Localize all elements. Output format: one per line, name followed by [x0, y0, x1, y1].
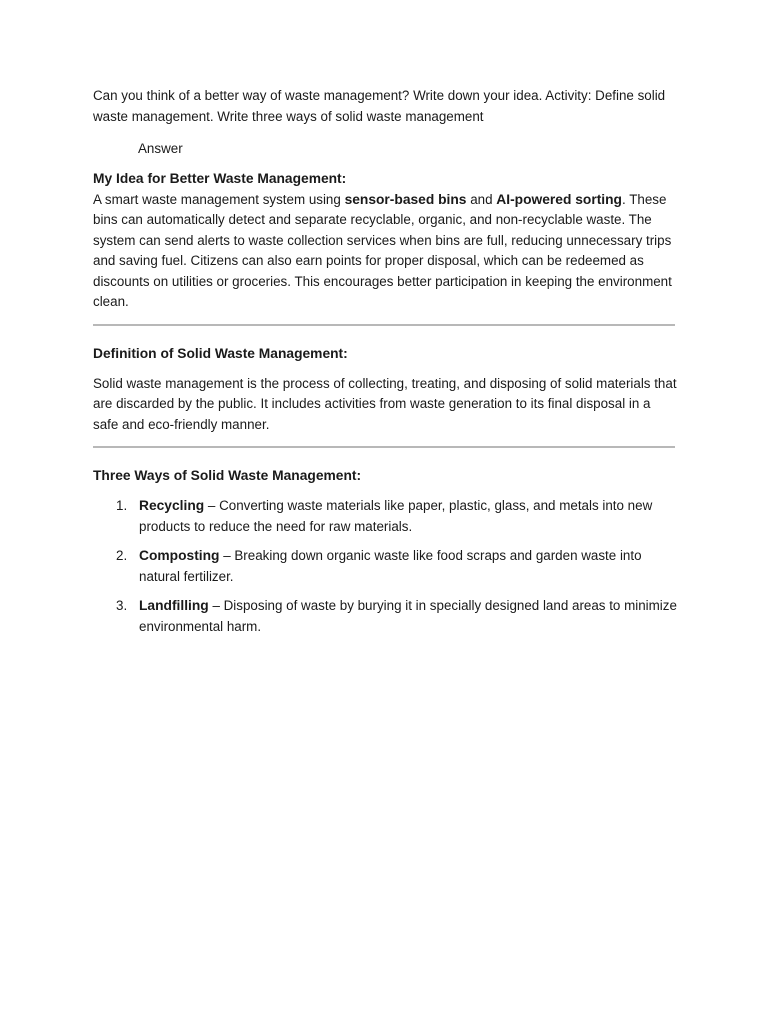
idea-mid: and — [466, 191, 497, 207]
list-item — [93, 496, 679, 537]
list-item-description: – Breaking down organic waste like food scraps and garden waste into natural fertilizer. — [139, 548, 642, 584]
idea-bold-sensor-bins: sensor-based bins — [344, 191, 467, 207]
list-item-term: Recycling — [139, 498, 205, 513]
list-item — [93, 596, 679, 637]
list-item-number: 2. — [116, 548, 128, 563]
idea-bold-ai-sorting: AI-powered sorting — [496, 191, 622, 207]
question-text: Can you think of a better way of waste management? Write down your idea. Activity: Define solid waste management. Write three ways of solid waste management — [93, 88, 666, 124]
idea-paragraph — [93, 190, 677, 313]
idea-intro: A smart waste management system using — [93, 191, 345, 207]
answer-label: Answer — [138, 141, 183, 156]
list-item-term: Composting — [139, 548, 220, 563]
list-item — [93, 546, 679, 587]
list-item-number: 1. — [116, 498, 128, 513]
list-item-number: 3. — [116, 598, 128, 613]
divider-1 — [93, 324, 675, 326]
idea-rest: . These bins can automatically detect and separate recyclable, organic, and non-recyclable waste. The system can send alerts to waste collection services when bins are full, reducing unnecessary trips and saving fuel. Citizens can also earn points for proper disposal, which can be redeemed as discounts on utilities or groceries. This encourages better participation in keeping the environment clean. — [93, 191, 672, 309]
ways-heading: Three Ways of Solid Waste Management: — [93, 468, 362, 483]
definition-heading: Definition of Solid Waste Management: — [93, 345, 348, 361]
ways-list — [93, 496, 675, 637]
divider-2 — [93, 446, 675, 448]
list-item-description: – Disposing of waste by burying it in specially designed land areas to minimize environmental harm. — [139, 598, 677, 634]
list-item-description: – Converting waste materials like paper, plastic, glass, and metals into new products to reduce the need for raw materials. — [139, 498, 653, 534]
idea-heading: My Idea for Better Waste Management: — [93, 170, 347, 186]
list-item-term: Landfilling — [139, 598, 209, 613]
definition-paragraph: Solid waste management is the process of collecting, treating, and disposing of solid materials that are discarded by the public. It includes activities from waste generation to its final disposal in a safe and eco-friendly manner. — [93, 375, 677, 432]
